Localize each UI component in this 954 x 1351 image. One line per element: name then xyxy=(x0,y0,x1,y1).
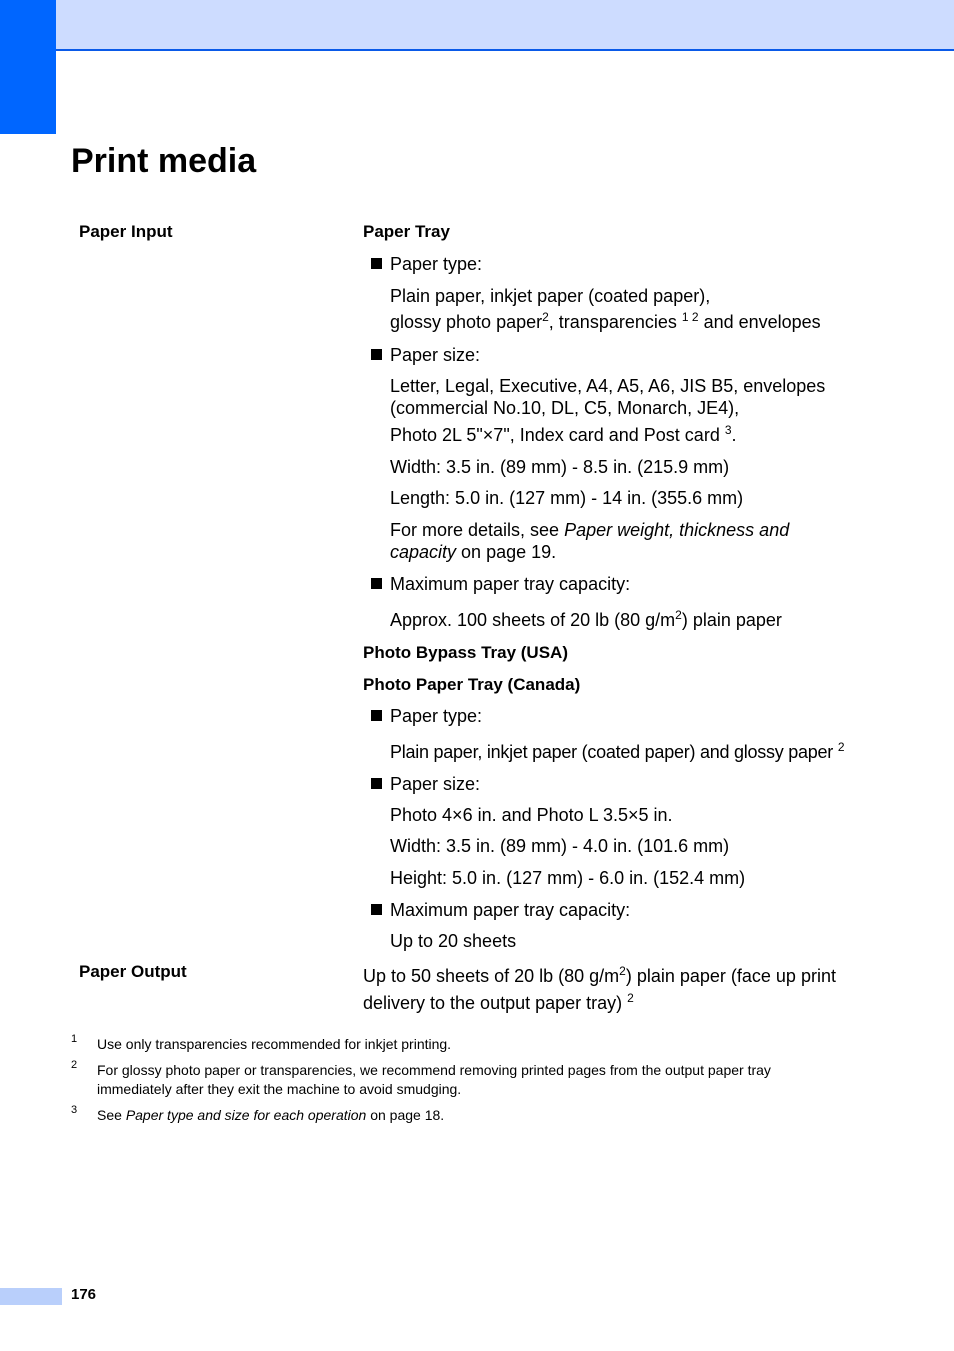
footnote-ref: 2 xyxy=(542,310,549,324)
chapter-tab xyxy=(0,0,56,134)
paper-tray-size-bullet xyxy=(371,344,480,366)
text-span: glossy photo paper xyxy=(390,312,543,332)
text-span: . xyxy=(731,425,737,445)
footnote-2-line1: For glossy photo paper or transparencies, we recommend removing printed pages from the output paper tray xyxy=(97,1062,771,1078)
paper-tray-heading: Paper Tray xyxy=(363,222,450,241)
photo-tray-height: Height: 5.0 in. (127 mm) - 6.0 in. (152.4 mm) xyxy=(390,868,746,888)
bullet-label: Maximum paper tray capacity: xyxy=(390,574,631,594)
photo-tray-type-value xyxy=(390,741,844,763)
paper-tray-type-bullet xyxy=(371,253,482,275)
bullet-square-icon xyxy=(371,904,382,915)
paper-tray-length: Length: 5.0 in. (127 mm) - 14 in. (355.6 mm) xyxy=(390,488,744,508)
bullet-label: Paper size: xyxy=(390,774,481,794)
bullet-square-icon xyxy=(371,778,382,789)
text-span: Approx. 100 sheets of 20 lb (80 g/m xyxy=(390,610,676,630)
footnote-number: 3 xyxy=(71,1104,78,1116)
bullet-label: Paper size: xyxy=(390,345,481,365)
paper-output-line2 xyxy=(363,992,634,1014)
photo-paper-tray-heading: Photo Paper Tray (Canada) xyxy=(363,675,581,694)
paper-tray-capacity-value xyxy=(390,609,782,631)
photo-tray-type-bullet xyxy=(371,705,482,727)
text-span: delivery to the output paper tray) xyxy=(363,993,623,1013)
paper-tray-size-line3 xyxy=(390,424,737,446)
photo-tray-width: Width: 3.5 in. (89 mm) - 4.0 in. (101.6 mm) xyxy=(390,836,730,856)
paper-tray-type-line2 xyxy=(390,311,821,333)
cross-reference-link[interactable]: Paper type and size for each operation xyxy=(125,1107,367,1123)
text-span: ) plain paper xyxy=(681,610,782,630)
paper-output-label: Paper Output xyxy=(79,962,187,981)
text-span: and envelopes xyxy=(698,312,821,332)
bullet-label: Paper type: xyxy=(390,706,483,726)
paper-tray-type-line1: Plain paper, inkjet paper (coated paper), xyxy=(390,286,711,306)
paper-input-label: Paper Input xyxy=(79,222,173,241)
bullet-label: Paper type: xyxy=(390,254,483,274)
bullet-label: Maximum paper tray capacity: xyxy=(390,900,631,920)
footnote-2-line2: immediately after they exit the machine to avoid smudging. xyxy=(97,1081,462,1097)
page-title: Print media xyxy=(71,142,257,180)
footnote-ref: 2 xyxy=(627,991,634,1005)
text-span: Plain paper, inkjet paper (coated paper) and glossy paper xyxy=(390,742,834,762)
text-span: Up to 50 sheets of 20 lb (80 g/m xyxy=(363,966,620,986)
bullet-square-icon xyxy=(371,710,382,721)
photo-tray-capacity-bullet xyxy=(371,899,630,921)
text-span: See xyxy=(97,1107,126,1123)
footnote-1: Use only transparencies recommended for inkjet printing. xyxy=(97,1036,452,1052)
photo-bypass-tray-heading: Photo Bypass Tray (USA) xyxy=(363,643,568,662)
paper-tray-width: Width: 3.5 in. (89 mm) - 8.5 in. (215.9 mm) xyxy=(390,457,730,477)
photo-tray-size-value: Photo 4×6 in. and Photo L 3.5×5 in. xyxy=(390,805,673,825)
bullet-square-icon xyxy=(371,349,382,360)
paper-tray-capacity-bullet xyxy=(371,573,630,595)
superscript: 2 xyxy=(619,964,626,978)
footnote-number: 1 xyxy=(71,1033,78,1045)
cross-reference-link[interactable]: Paper weight, thickness and xyxy=(564,520,790,540)
page-number: 176 xyxy=(71,1286,97,1303)
footnote-ref: 3 xyxy=(724,423,732,437)
bullet-square-icon xyxy=(371,258,382,269)
paper-tray-size-line1: Letter, Legal, Executive, A4, A5, A6, JIS B5, envelopes xyxy=(390,376,826,396)
text-span: Photo 2L 5"×7", Index card and Post card xyxy=(390,425,720,445)
footnote-number: 2 xyxy=(71,1059,78,1071)
cross-reference-link[interactable]: capacity xyxy=(390,542,457,562)
footnote-ref: 2 xyxy=(837,740,845,754)
paper-output-line1 xyxy=(363,965,836,987)
footnote-3 xyxy=(97,1106,444,1125)
paper-tray-details-line1 xyxy=(390,519,789,541)
text-span: on page 19. xyxy=(456,542,557,562)
page-number-band xyxy=(0,1288,62,1305)
paper-tray-size-line2: (commercial No.10, DL, C5, Monarch, JE4), xyxy=(390,398,740,418)
photo-tray-size-bullet xyxy=(371,773,480,795)
text-span: For more details, see xyxy=(390,520,565,540)
text-span: ) plain paper (face up print xyxy=(625,966,836,986)
paper-tray-details-line2 xyxy=(390,541,556,563)
text-span: on page 18. xyxy=(366,1107,445,1123)
text-span: , transparencies xyxy=(548,312,677,332)
footnote-ref: 1 2 xyxy=(681,310,699,324)
photo-tray-capacity-value: Up to 20 sheets xyxy=(390,931,517,951)
bullet-square-icon xyxy=(371,578,382,589)
header-band xyxy=(56,0,954,51)
superscript: 2 xyxy=(675,608,682,622)
